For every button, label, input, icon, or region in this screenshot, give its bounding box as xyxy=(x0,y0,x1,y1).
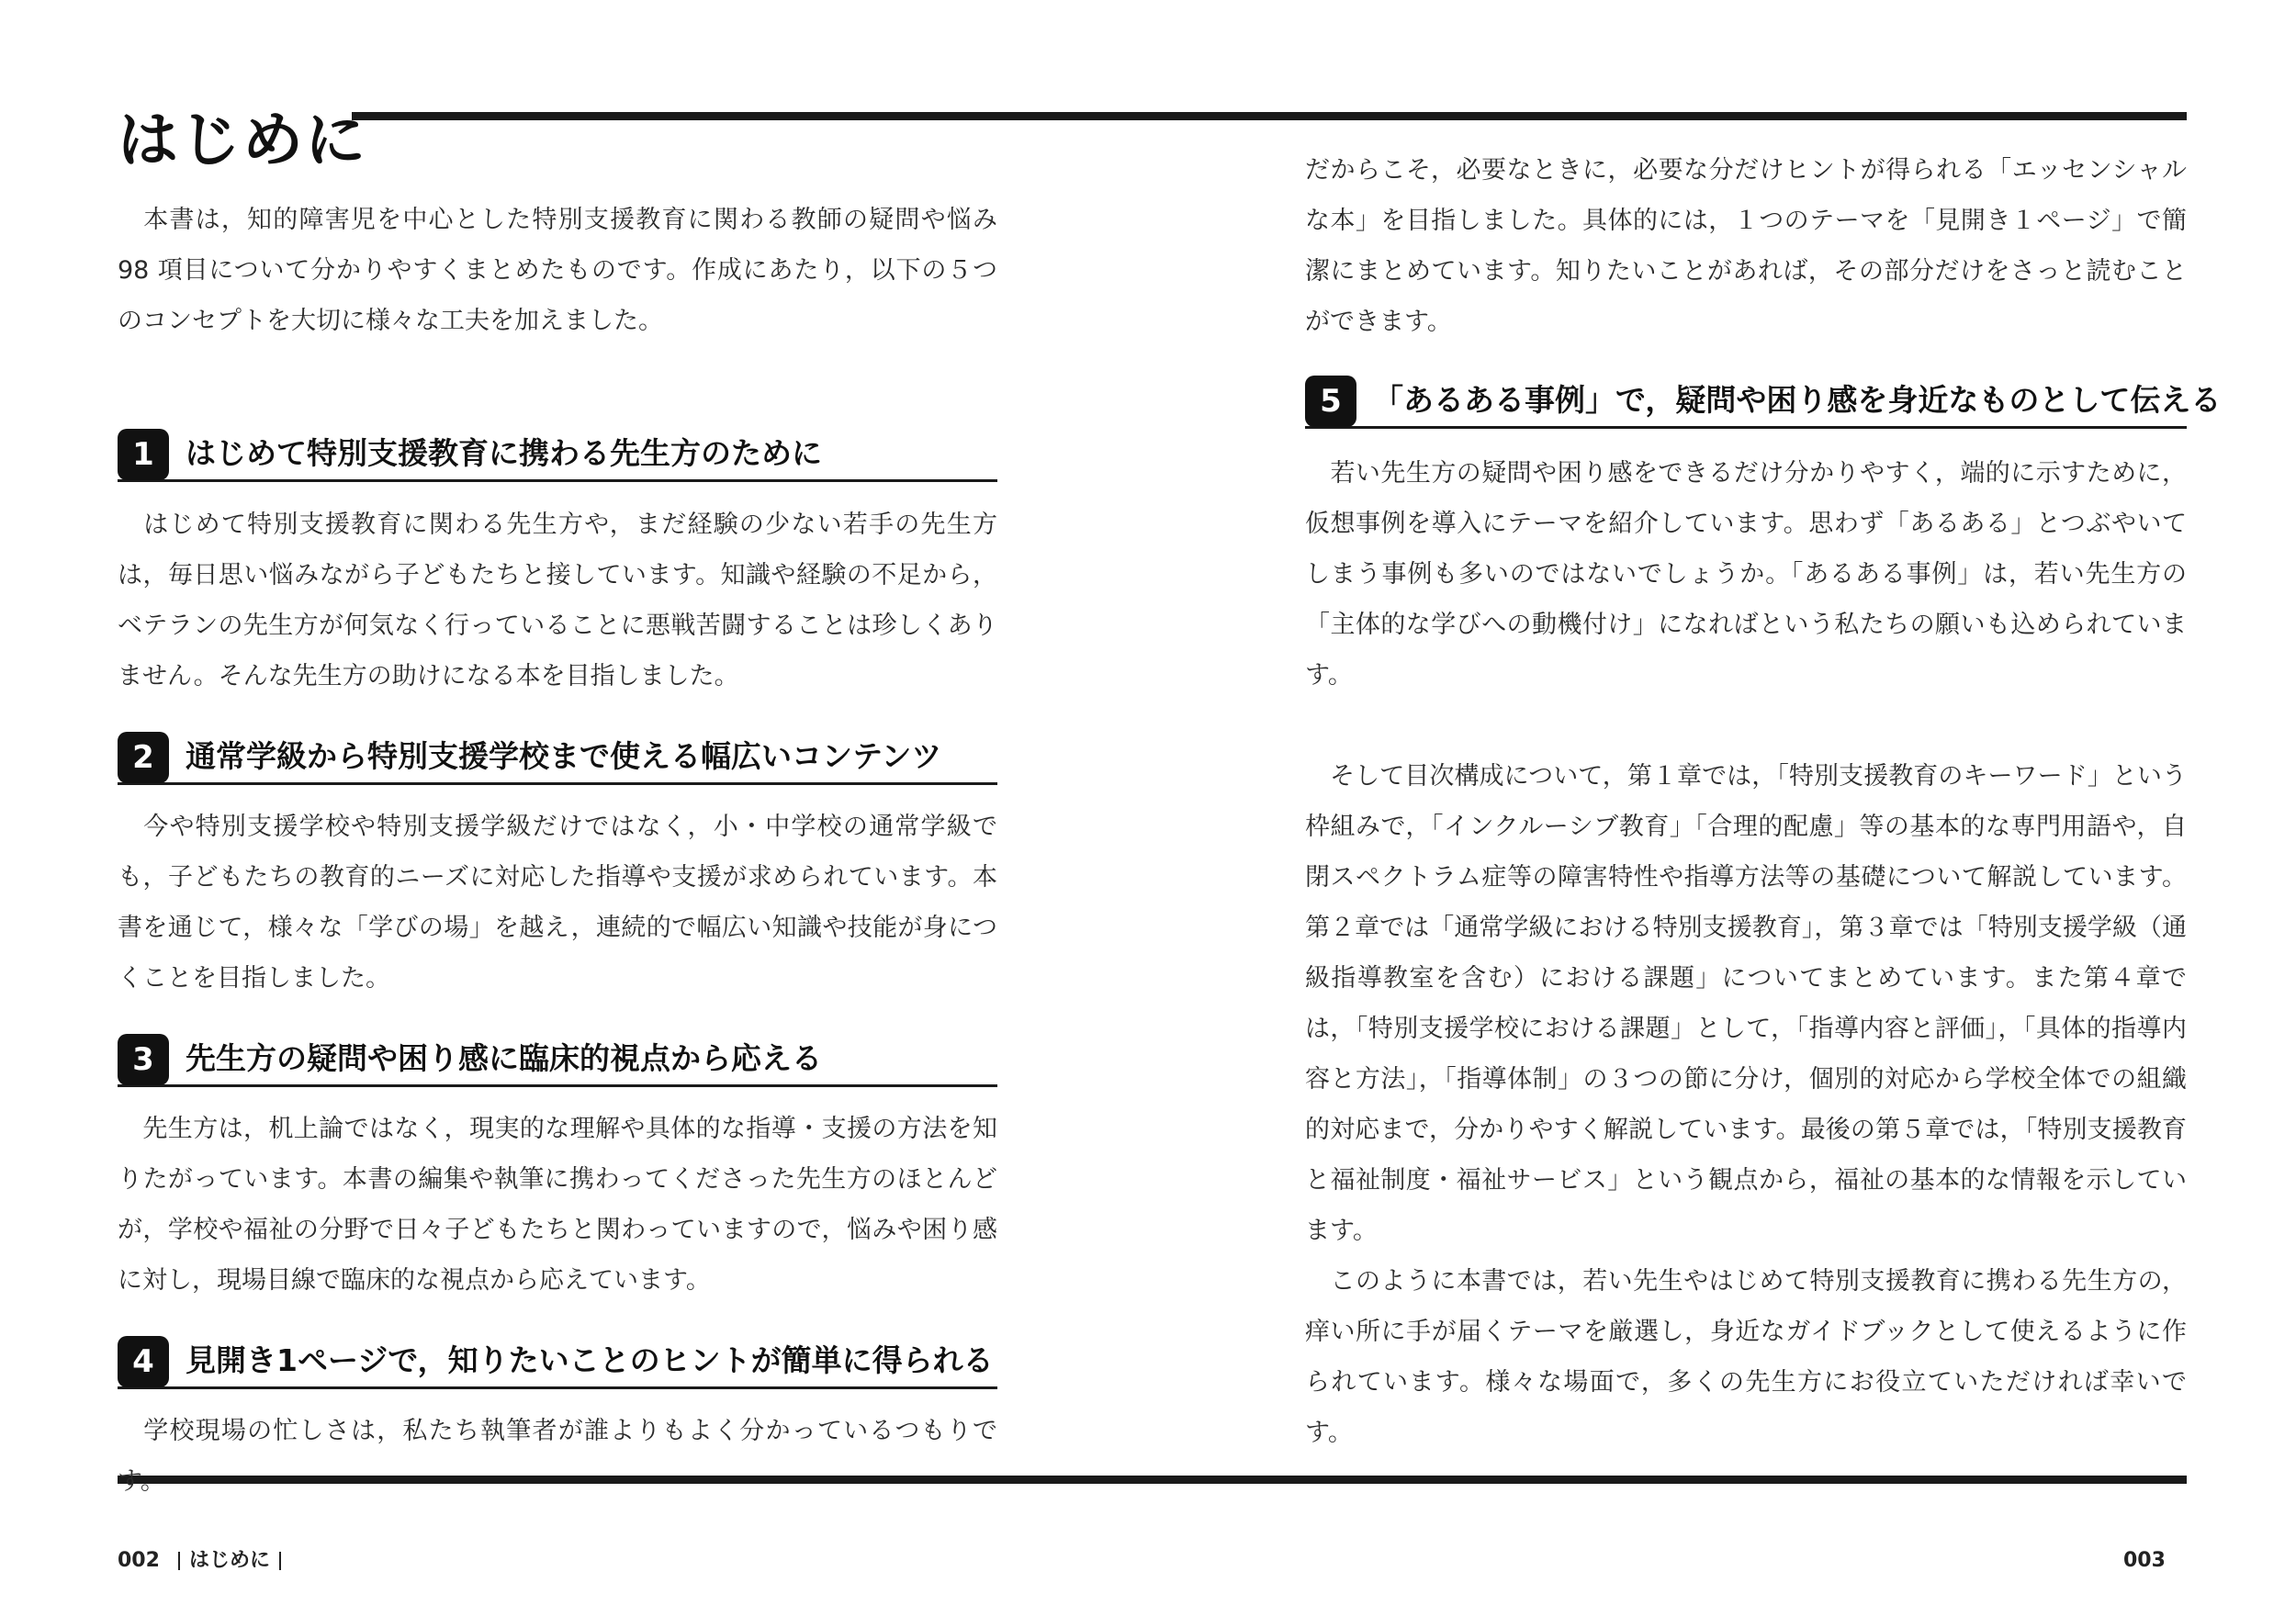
section-1-title: はじめて特別支援教育に携わる先生方のために xyxy=(186,435,822,471)
footer-section-label-group xyxy=(178,1547,281,1575)
structure-paragraph: そして目次構成について，第１章では，「特別支援教育のキーワード」という枠組みで，「インクルーシブ教育」「合理的配慮」等の基本的な専門用語や，自閉スペクトラム症等の障害特性や指導方法等の基礎について解説しています。第２章では「通常学級における特別支援教育」，第３章では「特別支援学級（通級指導教室を含む）における課題」についてまとめています。また第４章では，「特別支援学校における課題」として，「指導内容と評価」，「具体的指導内容と方法」，「指導体制」の３つの節に分け，個別的対応から学校全体での組織的対応まで，分かりやすく解説しています。最後の第５章では，「特別支援教育と福祉制度・福祉サービス」という観点から，福祉の基本的な情報を示しています。 xyxy=(1305,762,2187,1245)
left-page-number: 002 xyxy=(118,1549,160,1572)
section-1-number-badge: 1 xyxy=(118,429,169,480)
section-4-heading xyxy=(118,1335,997,1389)
right-page-number: 003 xyxy=(2123,1549,2166,1572)
right-page xyxy=(1305,0,2222,1605)
section-2-heading xyxy=(118,731,997,785)
closing-paragraph: このように本書では，若い先生やはじめて特別支援教育に携わる先生方の，痒い所に手が届くテーマを厳選し，身近なガイドブックとして使えるように作られています。様々な場面で，多くの先生方にお役立ていただければ幸いです。 xyxy=(1305,1267,2187,1447)
page-title: はじめに xyxy=(118,105,367,175)
section-4-body-continued: だからこそ，必要なときに，必要な分だけヒントが得られる「エッセンシャルな本」を目指しました。具体的には，１つのテーマを「見開き１ページ」で簡潔にまとめています。知りたいことがあれば，その部分だけをさっと読むことができます。 xyxy=(1305,156,2187,336)
section-3-number-badge: 3 xyxy=(118,1034,169,1085)
footer-left xyxy=(118,1547,281,1575)
section-5-body: 若い先生方の疑問や困り感をできるだけ分かりやすく，端的に示すために，仮想事例を導入にテーマを紹介しています。思わず「あるある」とつぶやいてしまう事例も多いのではないでしょうか。「あるある事例」は，若い先生方の「主体的な学びへの動機付け」になればという私たちの願いも込められています。 xyxy=(1305,459,2187,690)
section-5-title: 「あるある事例」で，疑問や困り感を身近なものとして伝える xyxy=(1373,382,2222,418)
section-5-number-badge: 5 xyxy=(1305,376,1356,427)
section-1-body: はじめて特別支援教育に関わる先生方や，まだ経験の少ない若手の先生方は，毎日思い悩みながら子どもたちと接しています。知識や経験の不足から，ベテランの先生方が何気なく行っていることに悪戦苦闘することは珍しくありません。そんな先生方の助けになる本を目指しました。 xyxy=(118,511,997,690)
section-1-heading xyxy=(118,428,997,482)
footer-section-label: はじめに xyxy=(188,1549,270,1572)
section-4-title: 見開き1ページで，知りたいことのヒントが簡単に得られる xyxy=(186,1342,994,1378)
intro-paragraph: 本書は，知的障害児を中心とした特別支援教育に関わる教師の疑問や悩み 98 項目について分かりやすくまとめたものです。作成にあたり，以下の５つのコンセプトを大切に様々な工夫を加えました。 xyxy=(118,206,997,335)
section-4-body: 学校現場の忙しさは，私たち執筆者が誰よりもよく分かっているつもりです。 xyxy=(118,1417,997,1496)
left-page xyxy=(118,0,997,1605)
footer-separator-left xyxy=(178,1552,180,1570)
section-2-body: 今や特別支援学校や特別支援学級だけではなく，小・中学校の通常学級でも，子どもたちの教育的ニーズに対応した指導や支援が求められています。本書を通じて，様々な「学びの場」を越え，連続的で幅広い知識や技能が身につくことを目指しました。 xyxy=(118,813,997,993)
section-3-heading xyxy=(118,1033,997,1087)
section-2-title: 通常学級から特別支援学校まで使える幅広いコンテンツ xyxy=(186,738,942,774)
section-5-heading xyxy=(1305,375,2222,429)
footer-separator-right xyxy=(279,1552,281,1570)
section-4-number-badge: 4 xyxy=(118,1336,169,1387)
section-2-number-badge: 2 xyxy=(118,732,169,783)
section-3-title: 先生方の疑問や困り感に臨床的視点から応える xyxy=(186,1040,822,1076)
section-3-body: 先生方は，机上論ではなく，現実的な理解や具体的な指導・支援の方法を知りたがっています。本書の編集や執筆に携わってくださった先生方のほとんどが，学校や福祉の分野で日々子どもたちと関わっていますので，悩みや困り感に対し，現場目線で臨床的な視点から応えています。 xyxy=(118,1115,997,1295)
